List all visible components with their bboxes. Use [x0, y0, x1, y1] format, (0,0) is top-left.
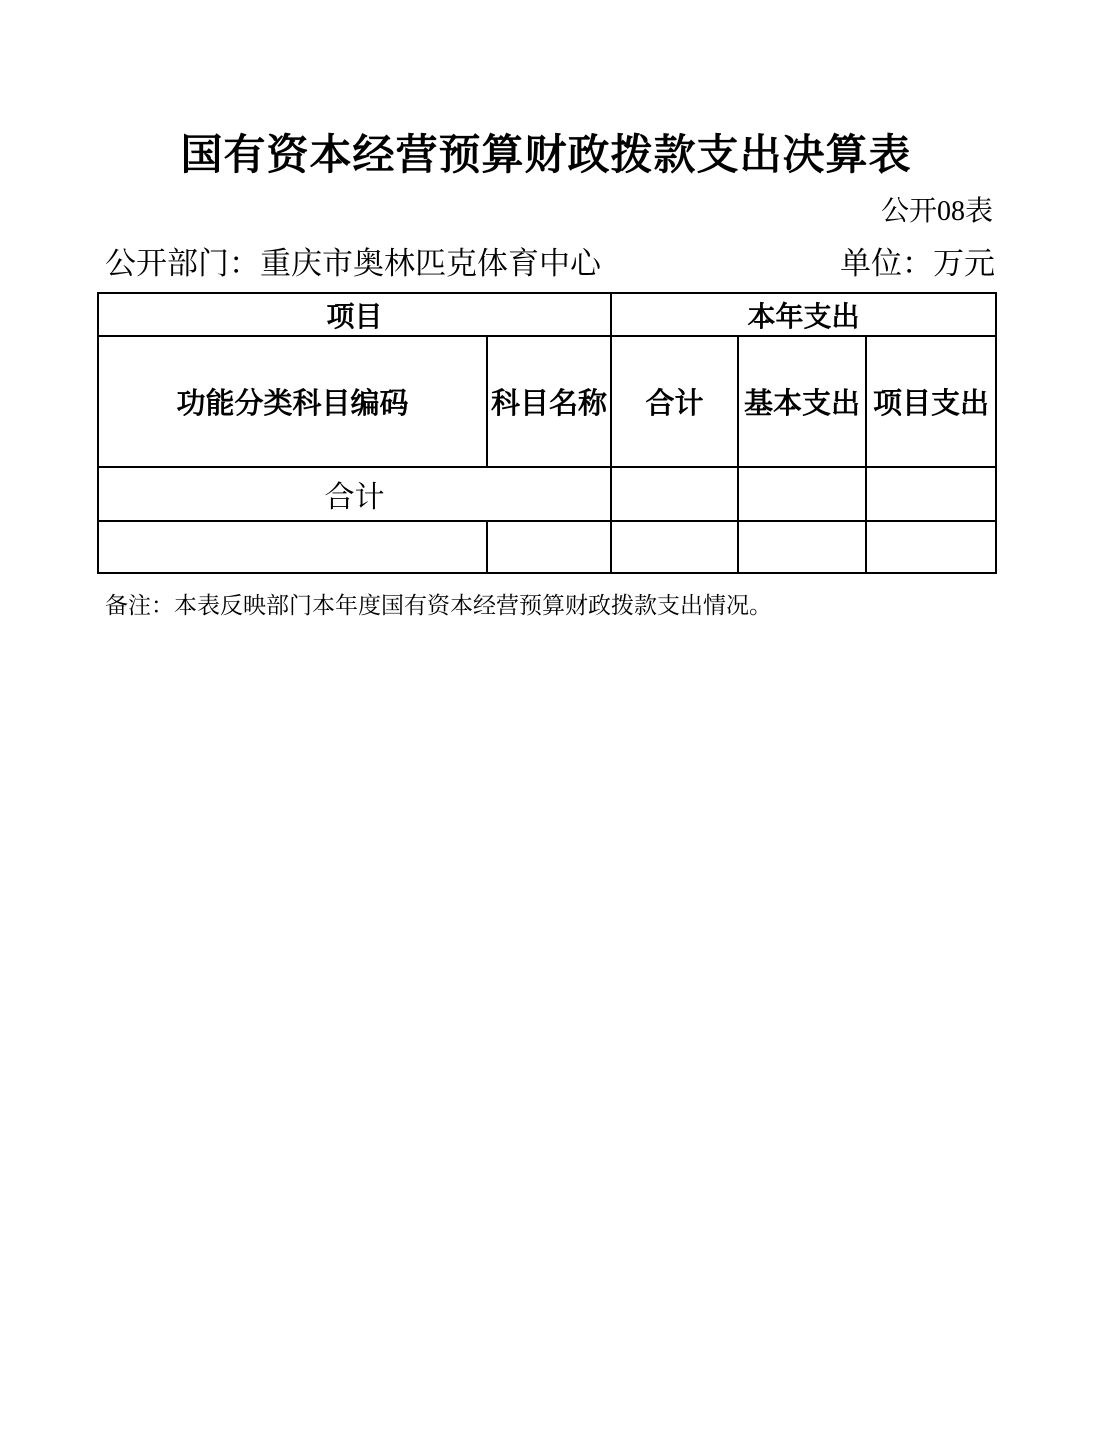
total-row-label-cell: 合计	[98, 467, 611, 521]
table-row-total	[98, 467, 996, 521]
empty-row-basic-expenditure-cell	[738, 521, 866, 573]
table-row-empty	[98, 521, 996, 573]
header-group-current-year-expenditure: 本年支出	[611, 293, 996, 336]
table-row-group-header	[98, 293, 996, 336]
page-title: 国有资本经营预算财政拨款支出决算表	[180, 131, 912, 178]
table-number-label: 公开08表	[880, 196, 993, 227]
table-row-column-headers	[98, 336, 996, 467]
unit-label: 单位：万元	[840, 246, 995, 281]
empty-row-subject-name-cell	[487, 521, 611, 573]
header-group-project: 项目	[98, 293, 611, 336]
empty-row-total-cell	[611, 521, 738, 573]
total-row-basic-expenditure-cell	[738, 467, 866, 521]
footnote: 备注：本表反映部门本年度国有资本经营预算财政拨款支出情况。	[105, 593, 772, 618]
total-row-total-cell	[611, 467, 738, 521]
column-header-project-expenditure: 项目支出	[866, 336, 996, 467]
column-header-function-code: 功能分类科目编码	[98, 336, 487, 467]
column-header-subject-name: 科目名称	[487, 336, 611, 467]
column-header-total: 合计	[611, 336, 738, 467]
total-row-project-expenditure-cell	[866, 467, 996, 521]
empty-row-function-code-cell	[98, 521, 487, 573]
department-label: 公开部门：重庆市奥林匹克体育中心	[105, 246, 601, 281]
document-sheet	[97, 0, 995, 621]
empty-row-project-expenditure-cell	[866, 521, 996, 573]
expenditure-table	[97, 292, 997, 574]
meta-row	[97, 244, 995, 284]
column-header-basic-expenditure: 基本支出	[738, 336, 866, 467]
